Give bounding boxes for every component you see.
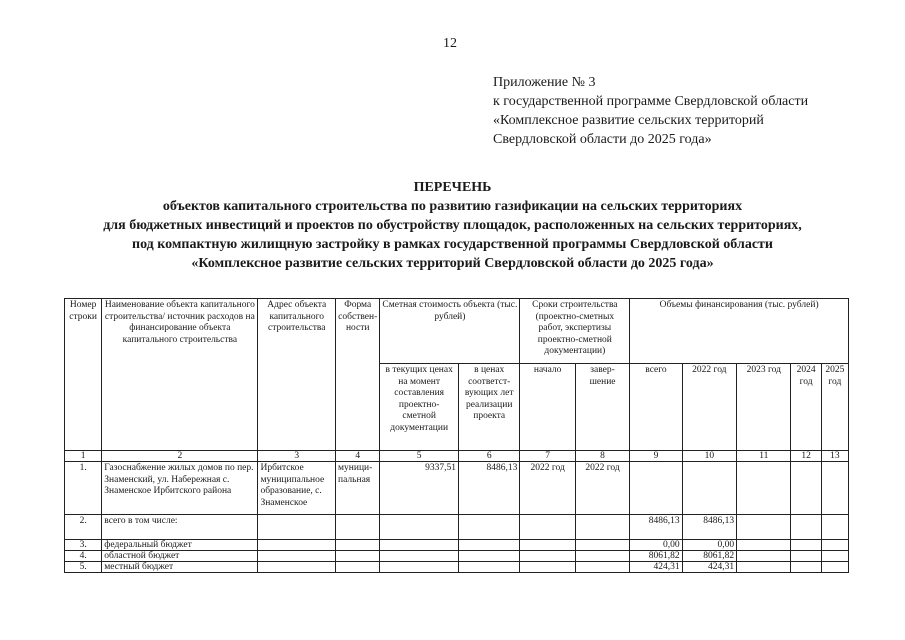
object-address: Ирбитское муниципальное образование, с. Знаменское bbox=[258, 462, 336, 515]
column-number: 8 bbox=[575, 451, 629, 462]
funding-total: 8061,82 bbox=[630, 551, 682, 562]
header-start: начало bbox=[520, 364, 575, 451]
title-line: объектов капитального строительства по развитию газификации на сельских территориях bbox=[162, 199, 743, 214]
document-title bbox=[0, 178, 905, 273]
funding-2022: 424,31 bbox=[682, 562, 736, 573]
funding-2022 bbox=[682, 462, 736, 515]
appendix-line: Свердловской области до 2025 года» bbox=[493, 132, 712, 147]
header-funding: Объемы финансирования (тыс. рублей) bbox=[630, 299, 849, 364]
title-line: под компактную жилищную застройку в рамках государственной программы Свердловской области bbox=[132, 237, 773, 252]
cost-actual: 8486,13 bbox=[458, 462, 519, 515]
row-label: областной бюджет bbox=[102, 551, 258, 562]
funding-total bbox=[630, 462, 682, 515]
row-label: федеральный бюджет bbox=[102, 540, 258, 551]
column-number: 3 bbox=[258, 451, 336, 462]
row-number: 5. bbox=[65, 562, 102, 573]
title-line: для бюджетных инвестиций и проектов по обустройству площадок, расположенных на сельских территориях, bbox=[103, 218, 802, 233]
column-number: 4 bbox=[336, 451, 380, 462]
column-number: 6 bbox=[458, 451, 519, 462]
table-row bbox=[65, 515, 849, 540]
header-cost-current: в текущих ценах на момент составления проектно-сметной документации bbox=[380, 364, 459, 451]
header-end: завер-шение bbox=[575, 364, 629, 451]
funding-total: 0,00 bbox=[630, 540, 682, 551]
ownership-form: муници-пальная bbox=[336, 462, 380, 515]
header-address: Адрес объекта капитального строительства bbox=[258, 299, 336, 451]
header-cost-actual: в ценах соответст-вующих лет реализации проекта bbox=[458, 364, 519, 451]
table-row bbox=[65, 562, 849, 573]
header-year-2022: 2022 год bbox=[682, 364, 736, 451]
appendix-line: к государственной программе Свердловской области bbox=[493, 94, 809, 109]
header-object-name: Наименование объекта капитального строительства/ источник расходов на финансирование объекта капитального строительства bbox=[102, 299, 258, 451]
row-number: 3. bbox=[65, 540, 102, 551]
header-year-2023: 2023 год bbox=[737, 364, 791, 451]
funding-2022: 8486,13 bbox=[682, 515, 736, 540]
table-row bbox=[65, 551, 849, 562]
column-number: 5 bbox=[380, 451, 459, 462]
row-label: всего в том числе: bbox=[102, 515, 258, 540]
row-label: местный бюджет bbox=[102, 562, 258, 573]
column-number: 10 bbox=[682, 451, 736, 462]
column-number: 7 bbox=[520, 451, 575, 462]
title-line: ПЕРЕЧЕНЬ bbox=[413, 180, 492, 195]
object-name: Газоснабжение жилых домов по пер. Знаменский, ул. Набережная с. Знаменское Ирбитского района bbox=[102, 462, 258, 515]
funding-2022: 8061,82 bbox=[682, 551, 736, 562]
header-row-number: Номер строки bbox=[65, 299, 102, 451]
column-number-row bbox=[65, 451, 849, 462]
objects-table bbox=[64, 298, 849, 573]
column-number: 1 bbox=[65, 451, 102, 462]
table-row bbox=[65, 462, 849, 515]
header-ownership: Форма собствен-ности bbox=[336, 299, 380, 451]
cost-current: 9337,51 bbox=[380, 462, 459, 515]
row-number: 1. bbox=[65, 462, 102, 515]
column-number: 9 bbox=[630, 451, 682, 462]
end-year: 2022 год bbox=[575, 462, 629, 515]
funding-total: 8486,13 bbox=[630, 515, 682, 540]
row-number: 4. bbox=[65, 551, 102, 562]
appendix-line: «Комплексное развитие сельских территорий bbox=[493, 113, 764, 128]
header-estimated-cost: Сметная стоимость объекта (тыс. рублей) bbox=[380, 299, 520, 364]
page-number: 12 bbox=[443, 36, 457, 51]
column-number: 11 bbox=[737, 451, 791, 462]
column-number: 13 bbox=[821, 451, 848, 462]
column-number: 2 bbox=[102, 451, 258, 462]
funding-2022: 0,00 bbox=[682, 540, 736, 551]
appendix-header bbox=[493, 73, 808, 149]
header-year-2024: 2024 год bbox=[791, 364, 821, 451]
funding-2024 bbox=[791, 462, 821, 515]
appendix-line: Приложение № 3 bbox=[493, 75, 596, 90]
funding-total: 424,31 bbox=[630, 562, 682, 573]
header-total: всего bbox=[630, 364, 682, 451]
table-row bbox=[65, 540, 849, 551]
header-construction-terms: Сроки строительства (проектно-сметных работ, экспертизы проектно-сметной документации) bbox=[520, 299, 630, 364]
column-number: 12 bbox=[791, 451, 821, 462]
funding-2023 bbox=[737, 462, 791, 515]
funding-2025 bbox=[821, 462, 848, 515]
header-year-2025: 2025 год bbox=[821, 364, 848, 451]
title-line: «Комплексное развитие сельских территорий Свердловской области до 2025 года» bbox=[191, 256, 714, 271]
row-number: 2. bbox=[65, 515, 102, 540]
start-year: 2022 год bbox=[520, 462, 575, 515]
